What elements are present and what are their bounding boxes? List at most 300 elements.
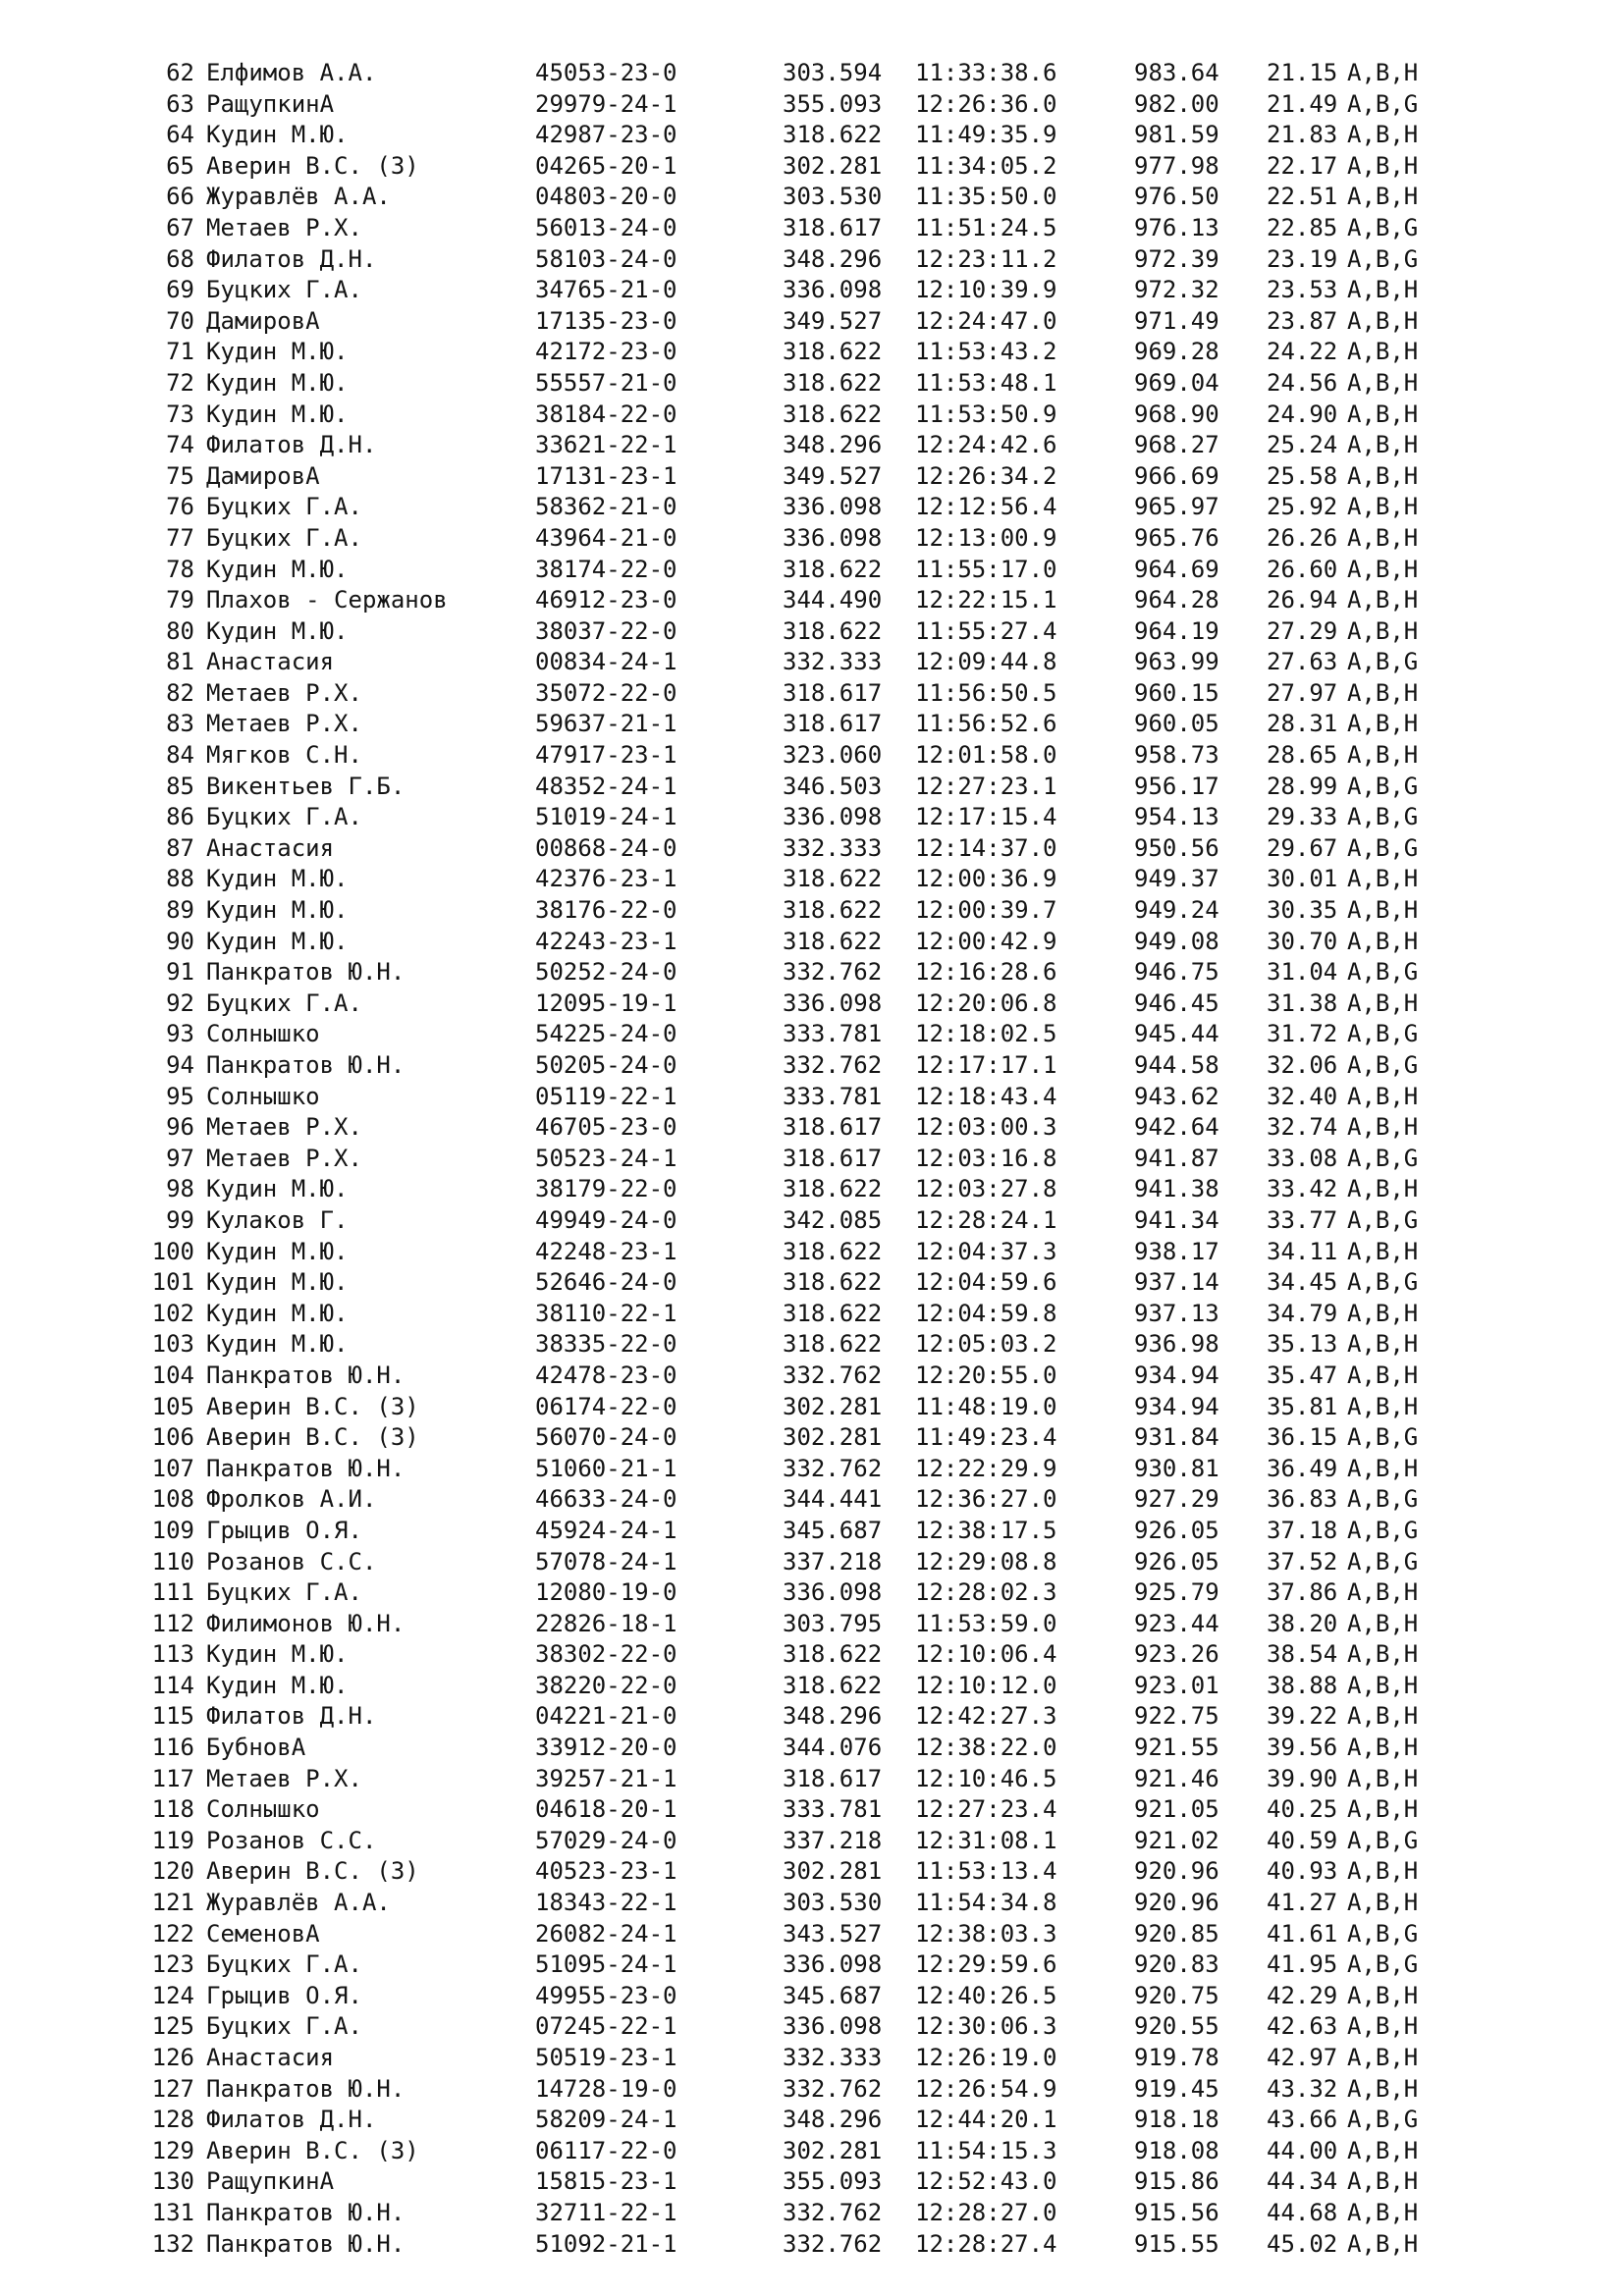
arrival-time-cell: 12:03:27.8 [915,1175,1057,1203]
ring-number-cell: 38335-22-0 [535,1330,677,1359]
coefficient-cell: 36.15 [1267,1423,1338,1452]
distance-cell: 303.795 [783,1609,883,1637]
distance-cell: 318.622 [783,1237,883,1265]
classes-cell: A,B,H [1347,1702,1419,1731]
distance-cell: 343.527 [783,1919,883,1948]
speed-cell: 971.49 [1134,306,1219,335]
arrival-time-cell: 12:09:44.8 [915,648,1057,676]
place-cell: 119 [151,1826,194,1854]
classes-cell: A,B,G [1347,1205,1419,1234]
place-cell: 94 [166,1051,194,1079]
distance-cell: 336.098 [783,1578,883,1607]
place-cell: 114 [151,1671,194,1699]
distance-cell: 337.218 [783,1826,883,1854]
fancier-name-cell: Панкратов Ю.Н. [206,1361,406,1389]
coefficient-cell: 40.59 [1267,1826,1338,1854]
speed-cell: 968.27 [1134,431,1219,459]
distance-cell: 344.490 [783,586,883,614]
table-row [0,2011,1624,2043]
place-cell: 63 [166,89,194,118]
distance-cell: 318.622 [783,896,883,925]
classes-cell: A,B,H [1347,1330,1419,1359]
place-cell: 77 [166,523,194,552]
ring-number-cell: 46705-23-0 [535,1113,677,1142]
ring-number-cell: 14728-19-0 [535,2074,677,2103]
table-row [0,2229,1624,2261]
arrival-time-cell: 12:17:15.4 [915,803,1057,831]
speed-cell: 966.69 [1134,461,1219,490]
fancier-name-cell: Аверин В.С. (З) [206,1392,419,1420]
ring-number-cell: 50519-23-1 [535,2044,677,2071]
place-cell: 118 [151,1795,194,1824]
distance-cell: 303.530 [783,183,883,211]
distance-cell: 302.281 [783,151,883,180]
classes-cell: A,B,H [1347,2012,1419,2041]
table-row [0,1888,1624,1919]
classes-cell: A,B,H [1347,1981,1419,2009]
arrival-time-cell: 12:44:20.1 [915,2106,1057,2134]
arrival-time-cell: 12:52:43.0 [915,2167,1057,2196]
speed-cell: 931.84 [1134,1423,1219,1452]
classes-cell: A,B,H [1347,1857,1419,1886]
place-cell: 66 [166,183,194,211]
coefficient-cell: 43.32 [1267,2074,1338,2103]
coefficient-cell: 39.56 [1267,1734,1338,1762]
table-row [0,1516,1624,1547]
table-row [0,275,1624,306]
fancier-name-cell: Анастасия [206,833,335,862]
classes-cell: A,B,H [1347,555,1419,583]
place-cell: 95 [166,1082,194,1110]
classes-cell: A,B,H [1347,988,1419,1017]
arrival-time-cell: 12:10:06.4 [915,1640,1057,1669]
table-row [0,1237,1624,1268]
speed-cell: 977.98 [1134,151,1219,180]
distance-cell: 302.281 [783,1857,883,1886]
classes-cell: A,B,G [1347,1547,1419,1575]
fancier-name-cell: Буцких Г.А. [206,2012,362,2041]
distance-cell: 344.076 [783,1734,883,1762]
speed-cell: 934.94 [1134,1392,1219,1420]
distance-cell: 348.296 [783,244,883,273]
coefficient-cell: 39.90 [1267,1764,1338,1792]
coefficient-cell: 31.72 [1267,1020,1338,1048]
arrival-time-cell: 12:28:02.3 [915,1578,1057,1607]
fancier-name-cell: Панкратов Ю.Н. [206,2198,406,2226]
fancier-name-cell: Панкратов Ю.Н. [206,2074,406,2103]
arrival-time-cell: 12:01:58.0 [915,741,1057,770]
speed-cell: 949.24 [1134,896,1219,925]
coefficient-cell: 23.87 [1267,306,1338,335]
arrival-time-cell: 12:00:42.9 [915,927,1057,955]
distance-cell: 336.098 [783,493,883,521]
ring-number-cell: 50523-24-1 [535,1144,677,1172]
place-cell: 68 [166,244,194,273]
table-row [0,58,1624,89]
place-cell: 117 [151,1764,194,1792]
fancier-name-cell: Кудин М.Ю. [206,1268,349,1297]
coefficient-cell: 25.92 [1267,493,1338,521]
ring-number-cell: 56013-24-0 [535,213,677,241]
ring-number-cell: 49955-23-0 [535,1981,677,2009]
arrival-time-cell: 12:04:59.8 [915,1299,1057,1327]
fancier-name-cell: Кудин М.Ю. [206,1237,349,1265]
speed-cell: 919.78 [1134,2044,1219,2071]
arrival-time-cell: 12:22:29.9 [915,1454,1057,1482]
speed-cell: 954.13 [1134,803,1219,831]
classes-cell: A,B,G [1347,1144,1419,1172]
fancier-name-cell: Буцких Г.А. [206,803,362,831]
coefficient-cell: 30.35 [1267,896,1338,925]
table-row [0,2105,1624,2136]
ring-number-cell: 45924-24-1 [535,1516,677,1544]
coefficient-cell: 29.33 [1267,803,1338,831]
arrival-time-cell: 12:23:11.2 [915,244,1057,273]
table-row [0,1639,1624,1671]
table-row [0,740,1624,772]
fancier-name-cell: Метаев Р.Х. [206,710,362,738]
coefficient-cell: 40.25 [1267,1795,1338,1824]
ring-number-cell: 42248-23-1 [535,1237,677,1265]
classes-cell: A,B,H [1347,2074,1419,2103]
table-row [0,120,1624,151]
coefficient-cell: 33.08 [1267,1144,1338,1172]
classes-cell: A,B,H [1347,927,1419,955]
distance-cell: 318.622 [783,555,883,583]
place-cell: 108 [151,1485,194,1514]
ring-number-cell: 33621-22-1 [535,431,677,459]
place-cell: 74 [166,431,194,459]
table-row [0,1577,1624,1609]
distance-cell: 332.762 [783,2198,883,2226]
speed-cell: 956.17 [1134,772,1219,800]
classes-cell: A,B,G [1347,1020,1419,1048]
speed-cell: 920.85 [1134,1919,1219,1948]
arrival-time-cell: 12:38:22.0 [915,1734,1057,1762]
distance-cell: 349.527 [783,306,883,335]
ring-number-cell: 58362-21-0 [535,493,677,521]
speed-cell: 968.90 [1134,400,1219,428]
table-row [0,492,1624,523]
distance-cell: 318.622 [783,400,883,428]
fancier-name-cell: Кудин М.Ю. [206,368,349,397]
coefficient-cell: 38.54 [1267,1640,1338,1669]
arrival-time-cell: 11:53:50.9 [915,400,1057,428]
place-cell: 81 [166,648,194,676]
arrival-time-cell: 12:03:00.3 [915,1113,1057,1142]
arrival-time-cell: 12:00:39.7 [915,896,1057,925]
coefficient-cell: 21.49 [1267,89,1338,118]
ring-number-cell: 46912-23-0 [535,586,677,614]
table-row [0,89,1624,121]
distance-cell: 302.281 [783,2136,883,2164]
ring-number-cell: 38110-22-1 [535,1299,677,1327]
fancier-name-cell: Панкратов Ю.Н. [206,958,406,987]
classes-cell: A,B,H [1347,616,1419,645]
arrival-time-cell: 11:48:19.0 [915,1392,1057,1420]
speed-cell: 960.05 [1134,710,1219,738]
classes-cell: A,B,H [1347,1392,1419,1420]
arrival-time-cell: 12:13:00.9 [915,523,1057,552]
classes-cell: A,B,H [1347,400,1419,428]
table-row [0,2198,1624,2229]
fancier-name-cell: Панкратов Ю.Н. [206,1454,406,1482]
ring-number-cell: 40523-23-1 [535,1857,677,1886]
coefficient-cell: 44.34 [1267,2167,1338,2196]
distance-cell: 336.098 [783,803,883,831]
distance-cell: 348.296 [783,1702,883,1731]
distance-cell: 323.060 [783,741,883,770]
classes-cell: A,B,G [1347,1485,1419,1514]
fancier-name-cell: Викентьев Г.Б. [206,772,406,800]
coefficient-cell: 33.42 [1267,1175,1338,1203]
ring-number-cell: 35072-22-0 [535,678,677,707]
place-cell: 71 [166,338,194,366]
fancier-name-cell: ДамировА [206,461,320,490]
fancier-name-cell: Аверин В.С. (З) [206,2136,419,2164]
fancier-name-cell: Метаев Р.Х. [206,678,362,707]
arrival-time-cell: 12:24:42.6 [915,431,1057,459]
distance-cell: 332.762 [783,2074,883,2103]
fancier-name-cell: ДамировА [206,306,320,335]
place-cell: 76 [166,493,194,521]
speed-cell: 976.13 [1134,213,1219,241]
arrival-time-cell: 12:26:54.9 [915,2074,1057,2103]
ring-number-cell: 07245-22-1 [535,2012,677,2041]
coefficient-cell: 37.52 [1267,1547,1338,1575]
ring-number-cell: 33912-20-0 [535,1734,677,1762]
ring-number-cell: 38037-22-0 [535,616,677,645]
coefficient-cell: 27.97 [1267,678,1338,707]
ring-number-cell: 38184-22-0 [535,400,677,428]
ring-number-cell: 00868-24-0 [535,833,677,862]
place-cell: 91 [166,958,194,987]
coefficient-cell: 23.53 [1267,276,1338,304]
fancier-name-cell: Аверин В.С. (З) [206,1423,419,1452]
speed-cell: 922.75 [1134,1702,1219,1731]
ring-number-cell: 51019-24-1 [535,803,677,831]
ring-number-cell: 00834-24-1 [535,648,677,676]
arrival-time-cell: 12:28:27.4 [915,2229,1057,2258]
classes-cell: A,B,H [1347,2229,1419,2258]
place-cell: 62 [166,59,194,86]
coefficient-cell: 30.01 [1267,865,1338,893]
ring-number-cell: 26082-24-1 [535,1919,677,1948]
table-row [0,709,1624,740]
place-cell: 120 [151,1857,194,1886]
coefficient-cell: 41.27 [1267,1889,1338,1917]
place-cell: 126 [151,2044,194,2071]
ring-number-cell: 51092-21-1 [535,2229,677,2258]
table-row [0,1050,1624,1082]
fancier-name-cell: Кудин М.Ю. [206,338,349,366]
classes-cell: A,B,H [1347,1640,1419,1669]
arrival-time-cell: 12:18:43.4 [915,1082,1057,1110]
coefficient-cell: 26.60 [1267,555,1338,583]
table-row [0,1733,1624,1764]
fancier-name-cell: Журавлёв А.А. [206,1889,391,1917]
speed-cell: 965.76 [1134,523,1219,552]
arrival-time-cell: 11:53:59.0 [915,1609,1057,1637]
coefficient-cell: 24.56 [1267,368,1338,397]
ring-number-cell: 58209-24-1 [535,2106,677,2134]
fancier-name-cell: Солнышко [206,1082,320,1110]
fancier-name-cell: СеменовА [206,1919,320,1948]
fancier-name-cell: Кудин М.Ю. [206,1640,349,1669]
table-row [0,368,1624,400]
ring-number-cell: 42478-23-0 [535,1361,677,1389]
ring-number-cell: 47917-23-1 [535,741,677,770]
speed-cell: 960.15 [1134,678,1219,707]
distance-cell: 318.622 [783,368,883,397]
classes-cell: A,B,H [1347,1082,1419,1110]
ring-number-cell: 38220-22-0 [535,1671,677,1699]
speed-cell: 926.05 [1134,1547,1219,1575]
coefficient-cell: 35.47 [1267,1361,1338,1389]
fancier-name-cell: Кудин М.Ю. [206,400,349,428]
distance-cell: 349.527 [783,461,883,490]
place-cell: 82 [166,678,194,707]
table-row [0,988,1624,1020]
classes-cell: A,B,H [1347,1113,1419,1142]
ring-number-cell: 45053-23-0 [535,59,677,86]
distance-cell: 303.594 [783,59,883,86]
speed-cell: 944.58 [1134,1051,1219,1079]
distance-cell: 318.622 [783,1299,883,1327]
ring-number-cell: 12080-19-0 [535,1578,677,1607]
place-cell: 130 [151,2167,194,2196]
classes-cell: A,B,H [1347,2198,1419,2226]
speed-cell: 926.05 [1134,1516,1219,1544]
distance-cell: 336.098 [783,523,883,552]
speed-cell: 964.69 [1134,555,1219,583]
fancier-name-cell: Мягков С.Н. [206,741,362,770]
table-row [0,1671,1624,1702]
distance-cell: 318.622 [783,1330,883,1359]
place-cell: 124 [151,1981,194,2009]
fancier-name-cell: Филатов Д.Н. [206,2106,377,2134]
coefficient-cell: 28.65 [1267,741,1338,770]
arrival-time-cell: 12:22:15.1 [915,586,1057,614]
distance-cell: 344.441 [783,1485,883,1514]
distance-cell: 336.098 [783,276,883,304]
ring-number-cell: 50205-24-0 [535,1051,677,1079]
place-cell: 121 [151,1889,194,1917]
ring-number-cell: 55557-21-0 [535,368,677,397]
coefficient-cell: 42.97 [1267,2044,1338,2071]
coefficient-cell: 34.11 [1267,1237,1338,1265]
table-row [0,213,1624,244]
distance-cell: 333.781 [783,1795,883,1824]
place-cell: 125 [151,2012,194,2041]
distance-cell: 318.617 [783,213,883,241]
arrival-time-cell: 12:24:47.0 [915,306,1057,335]
arrival-time-cell: 12:16:28.6 [915,958,1057,987]
speed-cell: 945.44 [1134,1020,1219,1048]
coefficient-cell: 44.68 [1267,2198,1338,2226]
distance-cell: 332.762 [783,1051,883,1079]
distance-cell: 318.617 [783,1113,883,1142]
ring-number-cell: 46633-24-0 [535,1485,677,1514]
place-cell: 75 [166,461,194,490]
arrival-time-cell: 12:26:34.2 [915,461,1057,490]
speed-cell: 976.50 [1134,183,1219,211]
ring-number-cell: 29979-24-1 [535,89,677,118]
table-row [0,337,1624,368]
table-row [0,927,1624,958]
place-cell: 97 [166,1144,194,1172]
distance-cell: 318.617 [783,1764,883,1792]
table-row [0,2074,1624,2106]
place-cell: 98 [166,1175,194,1203]
speed-cell: 923.44 [1134,1609,1219,1637]
classes-cell: A,B,H [1347,1609,1419,1637]
coefficient-cell: 44.00 [1267,2136,1338,2164]
coefficient-cell: 45.02 [1267,2229,1338,2258]
speed-cell: 918.18 [1134,2106,1219,2134]
distance-cell: 336.098 [783,988,883,1017]
coefficient-cell: 21.15 [1267,59,1338,86]
distance-cell: 332.762 [783,958,883,987]
arrival-time-cell: 12:36:27.0 [915,1485,1057,1514]
table-row [0,678,1624,710]
fancier-name-cell: Кудин М.Ю. [206,1671,349,1699]
ring-number-cell: 43964-21-0 [535,523,677,552]
fancier-name-cell: Кудин М.Ю. [206,1175,349,1203]
table-row [0,1267,1624,1299]
speed-cell: 950.56 [1134,833,1219,862]
table-row [0,2136,1624,2167]
arrival-time-cell: 11:55:27.4 [915,616,1057,645]
fancier-name-cell: Кудин М.Ю. [206,896,349,925]
fancier-name-cell: Панкратов Ю.Н. [206,2229,406,2258]
distance-cell: 345.687 [783,1516,883,1544]
table-row [0,430,1624,461]
coefficient-cell: 28.99 [1267,772,1338,800]
classes-cell: A,B,H [1347,523,1419,552]
place-cell: 113 [151,1640,194,1669]
speed-cell: 981.59 [1134,121,1219,149]
table-row [0,1547,1624,1578]
ring-number-cell: 15815-23-1 [535,2167,677,2196]
arrival-time-cell: 12:10:12.0 [915,1671,1057,1699]
fancier-name-cell: Кудин М.Ю. [206,1299,349,1327]
fancier-name-cell: Солнышко [206,1020,320,1048]
classes-cell: A,B,G [1347,213,1419,241]
table-row [0,306,1624,338]
place-cell: 132 [151,2229,194,2258]
classes-cell: A,B,H [1347,1889,1419,1917]
classes-cell: A,B,H [1347,1795,1419,1824]
place-cell: 80 [166,616,194,645]
coefficient-cell: 38.88 [1267,1671,1338,1699]
speed-cell: 930.81 [1134,1454,1219,1482]
arrival-time-cell: 12:10:39.9 [915,276,1057,304]
table-row [0,2043,1624,2074]
ring-number-cell: 42376-23-1 [535,865,677,893]
speed-cell: 949.08 [1134,927,1219,955]
place-cell: 84 [166,741,194,770]
speed-cell: 969.28 [1134,338,1219,366]
table-row [0,1919,1624,1950]
distance-cell: 318.622 [783,927,883,955]
arrival-time-cell: 11:35:50.0 [915,183,1057,211]
place-cell: 65 [166,151,194,180]
distance-cell: 302.281 [783,1423,883,1452]
classes-cell: A,B,H [1347,2136,1419,2164]
fancier-name-cell: Плахов - Сержанов [206,586,448,614]
arrival-time-cell: 12:12:56.4 [915,493,1057,521]
